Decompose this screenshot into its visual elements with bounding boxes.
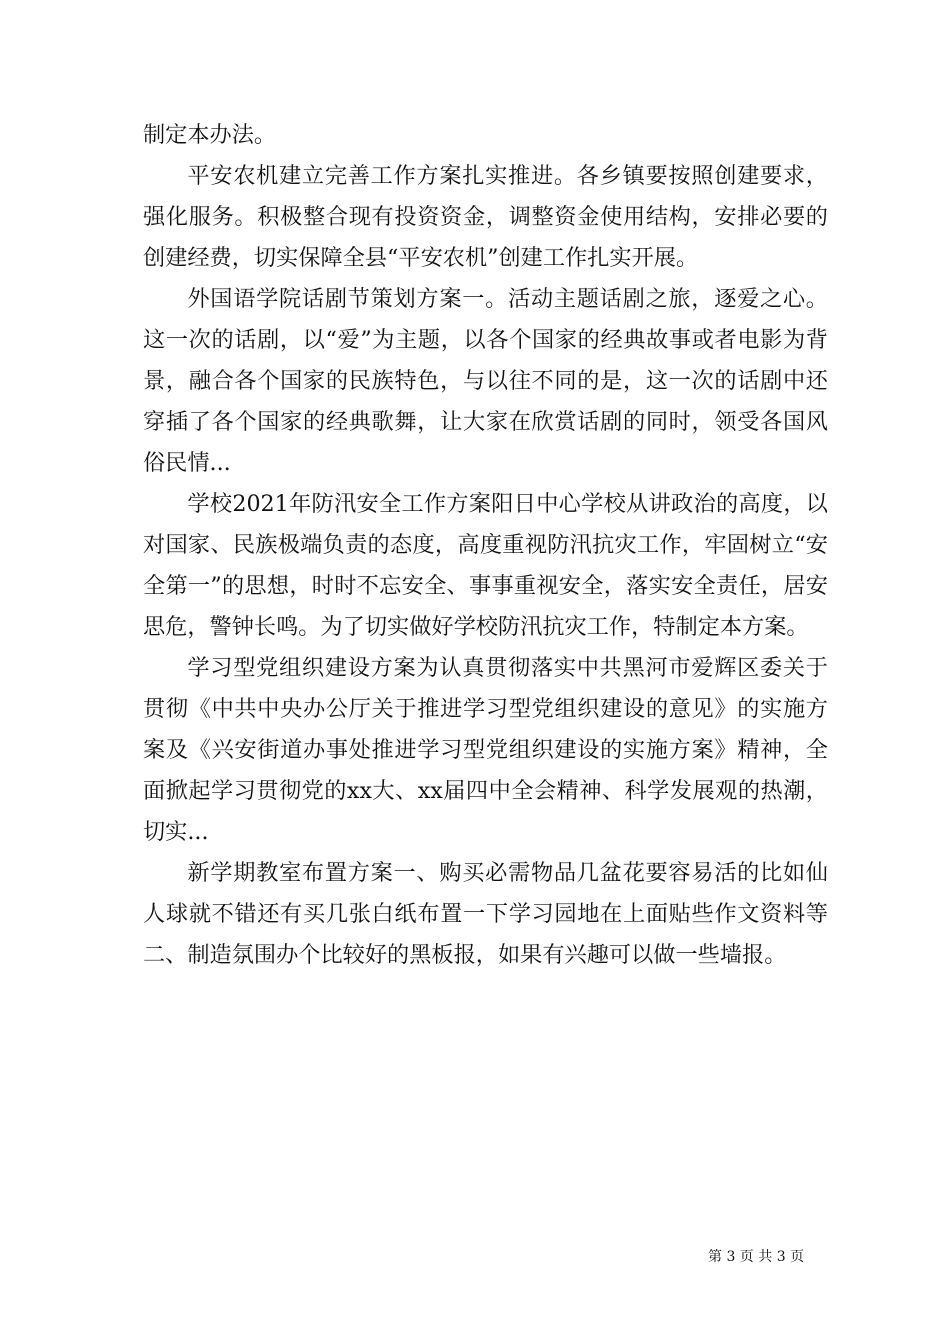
paragraph-drama-festival: 外国语学院话剧节策划方案一。活动主题话剧之旅，逐爱之心。这一次的话剧，以“爱”为主题，以各个国家的经典故事或者电影为背景，融合各个国家的民族特色，与以往不同的是，这一次的话剧中还穿插了各个国家的经典歌舞，让大家在欣赏话剧的同时，领受各国风俗民情... — [143, 286, 828, 476]
page-number-footer: 第 3 页 共 3 页 — [708, 1249, 805, 1265]
paragraph-classroom-layout: 新学期教室布置方案一、购买必需物品几盆花要容易活的比如仙人球就不错还有买几张白纸布置一下学习园地在上面贴些作文资料等二、制造氛围办个比较好的黑板报，如果有兴趣可以做一些墙报。 — [143, 860, 828, 968]
paragraph-farm-machinery-safety: 平安农机建立完善工作方案扎实推进。各乡镇要按照创建要求，强化服务。积极整合现有投资资金，调整资金使用结构，安排必要的创建经费，切实保障全县“平安农机”创建工作扎实开展。 — [143, 163, 828, 271]
paragraph-flood-safety: 学校2021年防汛安全工作方案阳日中心学校从讲政治的高度，以对国家、民族极端负责的态度，高度重视防汛抗灾工作，牢固树立“安全第一”的思想，时时不忘安全、事事重视安全，落实安全责任，居安思危，警钟长鸣。为了切实做好学校防汛抗灾工作，特制定本方案。 — [143, 491, 828, 640]
paragraph-learning-party-organization: 学习型党组织建设方案为认真贯彻落实中共黑河市爱辉区委关于贯彻《中共中央办公厅关于推进学习型党组织建设的意见》的实施方案及《兴安街道办事处推进学习型党组织建设的实施方案》精神，全面掀起学习贯彻党的xx大、xx届四中全会精神、科学发展观的热潮，切实... — [143, 655, 828, 845]
document-body — [143, 115, 828, 976]
paragraph-continuation: 制定本办法。 — [143, 122, 277, 148]
